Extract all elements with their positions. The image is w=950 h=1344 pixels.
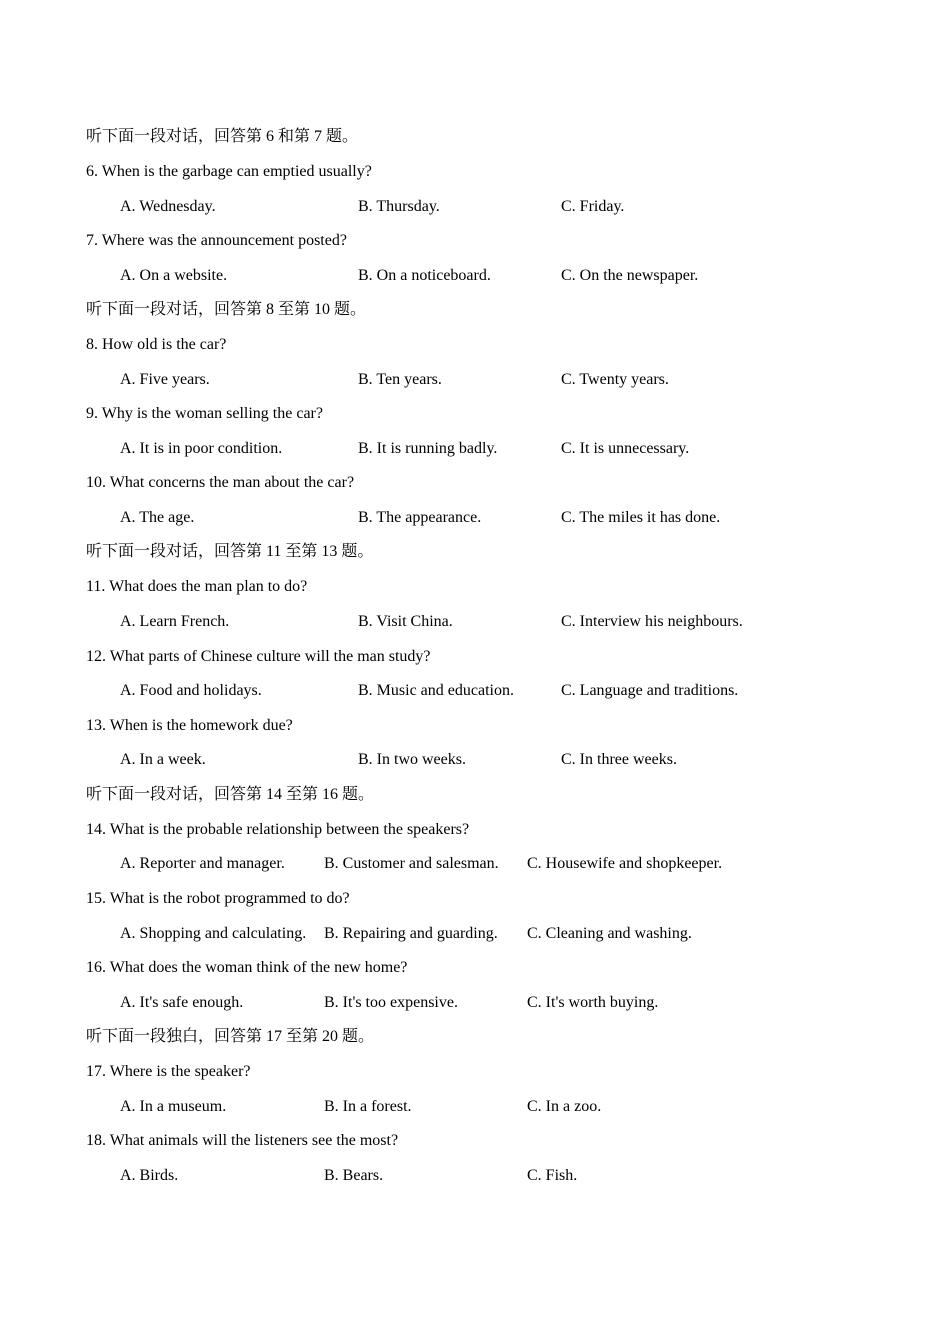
option-7c: C. On the newspaper. bbox=[561, 267, 699, 284]
options-16 bbox=[0, 992, 950, 1014]
option-6b: B. Thursday. bbox=[358, 198, 440, 215]
option-8b: B. Ten years. bbox=[358, 371, 442, 388]
question-11: 11. What does the man plan to do? bbox=[86, 578, 308, 595]
option-14a: A. Reporter and manager. bbox=[120, 855, 285, 872]
question-10: 10. What concerns the man about the car? bbox=[86, 474, 355, 491]
option-12c: C. Language and traditions. bbox=[561, 682, 739, 699]
option-6c: C. Friday. bbox=[561, 198, 625, 215]
section-header-8-10: 听下面一段对话，回答第 8 至第 10 题。 bbox=[86, 301, 367, 318]
question-9: 9. Why is the woman selling the car? bbox=[86, 405, 323, 422]
option-10a: A. The age. bbox=[120, 509, 195, 526]
option-16b: B. It's too expensive. bbox=[324, 994, 458, 1011]
options-6 bbox=[0, 196, 950, 218]
option-13a: A. In a week. bbox=[120, 751, 206, 768]
option-18a: A. Birds. bbox=[120, 1167, 179, 1184]
option-9b: B. It is running badly. bbox=[358, 440, 498, 457]
option-11c: C. Interview his neighbours. bbox=[561, 613, 743, 630]
section-header-14-16: 听下面一段对话，回答第 14 至第 16 题。 bbox=[86, 786, 375, 803]
option-8a: A. Five years. bbox=[120, 371, 210, 388]
option-13c: C. In three weeks. bbox=[561, 751, 677, 768]
option-15b: B. Repairing and guarding. bbox=[324, 925, 498, 942]
option-10b: B. The appearance. bbox=[358, 509, 482, 526]
option-16c: C. It's worth buying. bbox=[527, 994, 659, 1011]
options-14 bbox=[0, 853, 950, 875]
option-9a: A. It is in poor condition. bbox=[120, 440, 283, 457]
option-11b: B. Visit China. bbox=[358, 613, 453, 630]
question-18: 18. What animals will the listeners see the most? bbox=[86, 1132, 399, 1149]
option-17b: B. In a forest. bbox=[324, 1098, 412, 1115]
question-8: 8. How old is the car? bbox=[86, 336, 227, 353]
section-header-17-20: 听下面一段独白，回答第 17 至第 20 题。 bbox=[86, 1028, 375, 1045]
option-13b: B. In two weeks. bbox=[358, 751, 466, 768]
section-header-6-7: 听下面一段对话，回答第 6 和第 7 题。 bbox=[86, 128, 359, 145]
option-7a: A. On a website. bbox=[120, 267, 228, 284]
option-18c: C. Fish. bbox=[527, 1167, 578, 1184]
options-11 bbox=[0, 611, 950, 633]
question-13: 13. When is the homework due? bbox=[86, 717, 293, 734]
option-12a: A. Food and holidays. bbox=[120, 682, 262, 699]
question-7: 7. Where was the announcement posted? bbox=[86, 232, 347, 249]
option-15c: C. Cleaning and washing. bbox=[527, 925, 692, 942]
options-10 bbox=[0, 507, 950, 529]
option-17c: C. In a zoo. bbox=[527, 1098, 602, 1115]
option-15a: A. Shopping and calculating. bbox=[120, 925, 307, 942]
option-18b: B. Bears. bbox=[324, 1167, 384, 1184]
options-18 bbox=[0, 1165, 950, 1187]
option-6a: A. Wednesday. bbox=[120, 198, 216, 215]
option-10c: C. The miles it has done. bbox=[561, 509, 721, 526]
question-12: 12. What parts of Chinese culture will the man study? bbox=[86, 648, 431, 665]
section-header-11-13: 听下面一段对话，回答第 11 至第 13 题。 bbox=[86, 543, 374, 560]
option-14b: B. Customer and salesman. bbox=[324, 855, 499, 872]
option-9c: C. It is unnecessary. bbox=[561, 440, 690, 457]
question-15: 15. What is the robot programmed to do? bbox=[86, 890, 350, 907]
options-12 bbox=[0, 680, 950, 702]
options-9 bbox=[0, 438, 950, 460]
option-16a: A. It's safe enough. bbox=[120, 994, 244, 1011]
option-7b: B. On a noticeboard. bbox=[358, 267, 491, 284]
option-14c: C. Housewife and shopkeeper. bbox=[527, 855, 723, 872]
option-8c: C. Twenty years. bbox=[561, 371, 669, 388]
option-17a: A. In a museum. bbox=[120, 1098, 227, 1115]
options-13 bbox=[0, 749, 950, 771]
option-12b: B. Music and education. bbox=[358, 682, 514, 699]
question-14: 14. What is the probable relationship between the speakers? bbox=[86, 821, 470, 838]
option-11a: A. Learn French. bbox=[120, 613, 230, 630]
question-6: 6. When is the garbage can emptied usually? bbox=[86, 163, 372, 180]
options-8 bbox=[0, 369, 950, 391]
question-17: 17. Where is the speaker? bbox=[86, 1063, 251, 1080]
options-15 bbox=[0, 923, 950, 945]
options-17 bbox=[0, 1096, 950, 1118]
options-7 bbox=[0, 265, 950, 287]
question-16: 16. What does the woman think of the new home? bbox=[86, 959, 408, 976]
